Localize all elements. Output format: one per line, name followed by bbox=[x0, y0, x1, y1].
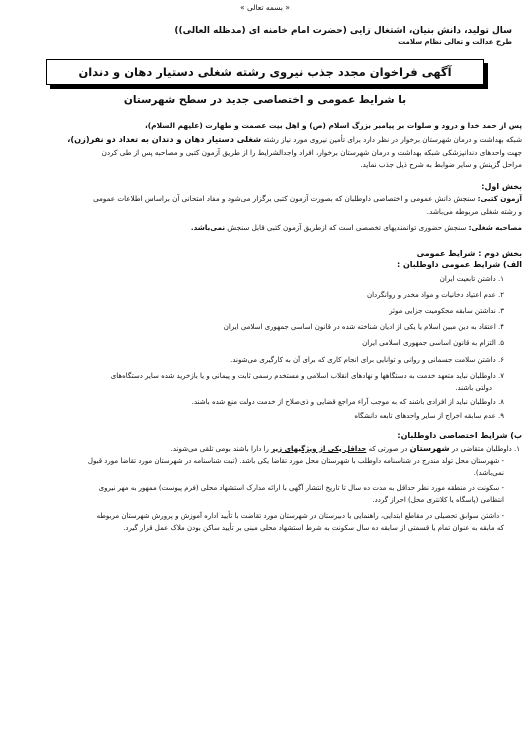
list-item: ۸. داوطلبان نباید از افرادی باشند که به موجب آراء مراجع قضایی و ذی‌صلاح از خدمت دولت منع شده باشند. bbox=[191, 398, 504, 407]
intro-line-2 bbox=[10, 133, 522, 147]
exam-line-2: و رشته شغلی مربوطه می‌باشد. bbox=[426, 206, 522, 216]
criteria-line: نمی‌باشد). bbox=[473, 469, 504, 478]
criteria-line: انتظامی (پاسگاه یا کلانتری محل) احراز گردد. bbox=[372, 496, 504, 505]
intro-line-4: مراحل گزینش و سایر ضوابط به شرح ذیل جذب نماید. bbox=[360, 160, 522, 170]
native-criteria-line bbox=[10, 442, 520, 455]
year-title: سال تولید، دانش بنیان، اشتغال زایی (حضرت امام خامنه ای (مدظله العالی)) bbox=[174, 26, 512, 36]
part1-body bbox=[0, 193, 530, 234]
announcement-title-box bbox=[46, 59, 484, 85]
list-item: ۳. نداشتن سابقه محکومیت جزایی موثر bbox=[389, 306, 504, 315]
list-item: ۶. داشتن سلامت جسمانی و روانی و توانایی برای انجام کاری که برای آن به کارگیری می‌شوند. bbox=[230, 355, 504, 364]
specific-conditions-list bbox=[0, 442, 530, 534]
list-item: ۷. داوطلبان نباید متعهد خدمت به دستگاهها و نهادهای انقلاب اسلامی و مستخدم رسمی ثابت و پیمانی و یا بازخرید شده سایر دستگاه‌های bbox=[110, 371, 504, 380]
basmala: « بسمه تعالی » bbox=[240, 3, 290, 12]
b1-underlined: حداقل یکی از ویژگیهای زیر bbox=[271, 444, 367, 453]
general-conditions-list bbox=[0, 273, 530, 423]
general-conditions-heading: الف) شرایط عمومی داوطلبان : bbox=[396, 259, 522, 269]
list-item: ۴. اعتقاد به دین مبین اسلام یا یکی از ادیان شناخته شده در قانون اساسی جمهوری اسلامی ایران bbox=[223, 323, 504, 332]
intro-line-2-text: شبکه بهداشت و درمان شهرستان برخوار در نظر دارد برای تأمین نیروی مورد نیاز رشته bbox=[261, 134, 522, 144]
criteria-line: - شهرستان محل تولد مندرج در شناسنامه داوطلب با شهرستان محل مورد تقاضا یکی باشد. (تبت شناسنامه در شهرستان مورد تقاضا مورد قبول bbox=[87, 456, 504, 465]
b1-bold: شهرستان bbox=[409, 442, 450, 453]
intro-line-1: پس از حمد خدا و درود و صلوات بر پیامبر بزرگ اسلام (ص) و اهل بیت عصمت و طهارت (علیهم السلام)، bbox=[144, 121, 522, 130]
intro-line-2-bold: شغلی دستیار دهان و دندان به تعداد دو نفر(زن)، bbox=[67, 133, 262, 144]
list-item: ۹. عدم سابقه اخراج از سایر واحدهای تابعه دانشگاه bbox=[354, 412, 504, 421]
list-item: ۲. عدم اعتیاد دخانیات و مواد مخدر و روانگردان bbox=[366, 290, 504, 299]
intro-paragraph bbox=[0, 120, 530, 172]
b1-mid: در صورتی که bbox=[366, 444, 410, 453]
announcement-title: آگهی فراخوان مجدد جذب نیروی رشته شغلی دستیار دهان و دندان bbox=[78, 65, 452, 79]
interview-label: مصاحبه شغلی: bbox=[468, 222, 522, 232]
interview-line bbox=[10, 222, 522, 235]
part1-heading: بخش اول: bbox=[481, 182, 522, 192]
announcement-subtitle: با شرایط عمومی و اختصاصی جدید در سطح شهرستان bbox=[123, 94, 407, 106]
program-subline: طرح عدالت و تعالی نظام سلامت bbox=[398, 38, 512, 46]
list-item: ۵. التزام به قانون اساسی جمهوری اسلامی ایران bbox=[362, 339, 504, 348]
list-item-continuation: دولتی باشند. bbox=[455, 384, 492, 392]
criteria-line: - سکونت در منطقه مورد نظر حداقل به مدت ده سال تا تاریخ انتشار آگهی با ارائه مدارک استشهاد محلی (فرم پیوست) ممهور به مهر نیروی bbox=[98, 484, 504, 493]
list-item: ۱. داشتن تابعیت ایران bbox=[439, 274, 504, 283]
interview-text: سنجش حضوری توانمندیهای تخصصی است که ازطریق آزمون کتبی قابل سنجش bbox=[225, 222, 469, 232]
part2-heading: بخش دوم : شرایط عمومی bbox=[416, 248, 522, 258]
criteria-line: که مابقه به عنوان تمام یا قسمتی از سابقه ده سال سکونت به شرط استشهاد محلی مبنی بر تأیید ساکن بودن ملاک عمل قرار گیرد. bbox=[123, 523, 504, 532]
criteria-line: - داشتن سوابق تحصیلی در مقاطع ابتدایی، راهنمایی یا دبیرستان در شهرستان مورد تقاضت با تأیید اداره آموزش و پرورش شهرستان مربوطه bbox=[96, 511, 504, 520]
b1-pre: ۱. داوطلبان متقاضی در bbox=[449, 444, 520, 453]
exam-label: آزمون کتبی: bbox=[477, 194, 522, 204]
exam-line bbox=[10, 193, 522, 206]
b1-post: را دارا باشند بومی تلقی می‌شوند. bbox=[170, 444, 272, 453]
intro-line-3: جهت واحدهای دندانپزشکی شبکه بهداشت و درمان شهرستان برخوار، افراد واجدالشرایط را از طریق آزمون کتبی و مصاحبه پس از طی کردن bbox=[101, 147, 522, 157]
interview-bold: نمی‌باشد. bbox=[190, 222, 226, 232]
specific-conditions-heading: ب) شرایط اختصاصی داوطلبان: bbox=[397, 430, 522, 440]
exam-text: سنجش دانش عمومی و اختصاصی داوطلبان که بصورت آزمون کتبی برگزار می‌شود و مفاد امتحانی آن براساس اطلاعات عمومی bbox=[93, 194, 478, 204]
